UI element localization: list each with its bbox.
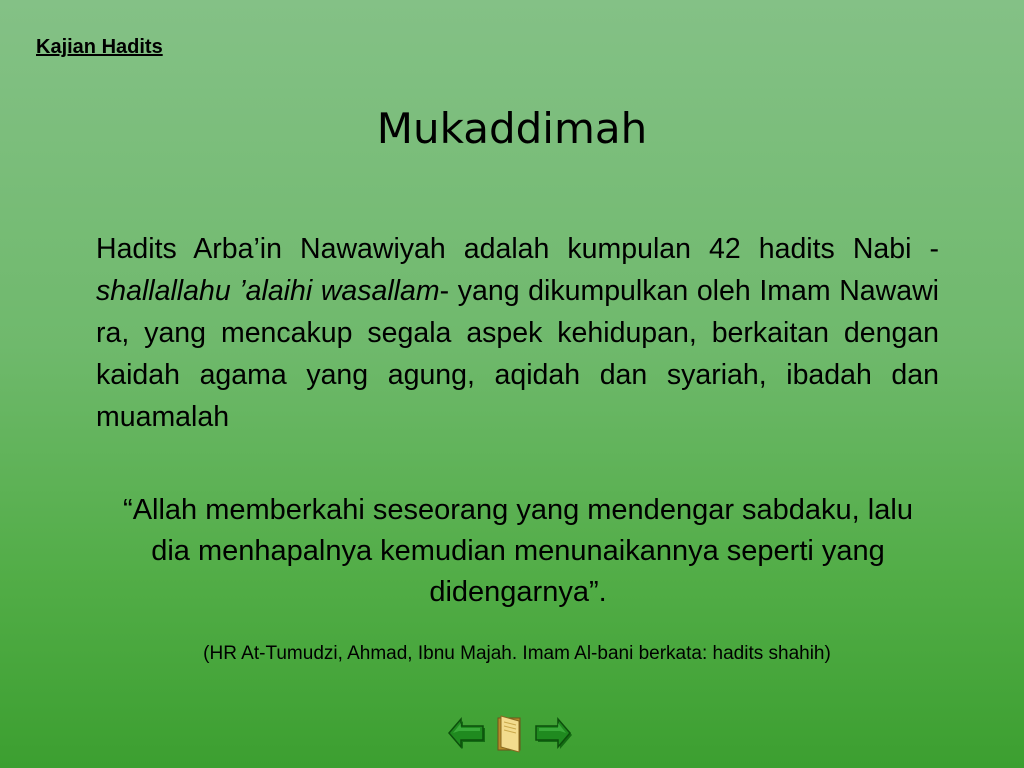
slide-title: Mukaddimah (376, 104, 648, 153)
paragraph-text-end: - yang dikumpulkan oleh Imam Nawawi ra, yang mencakup segala aspek kehidupan, berkaitan dengan kaidah agama yang agung, aqidah dan syariah, ibadah dan muamalah (96, 275, 939, 433)
arrow-left-icon (445, 712, 487, 754)
previous-slide-button[interactable] (445, 712, 487, 754)
hadith-source: (HR At-Tumudzi, Ahmad, Ibnu Majah. Imam Al-bani berkata: hadits shahih) (203, 643, 831, 664)
arrow-right-icon (532, 712, 574, 754)
paragraph-text-start: Hadits Arba’in Nawawiyah adalah kumpulan 42 hadits Nabi - (96, 233, 939, 265)
folder-icon (495, 712, 525, 754)
home-button[interactable] (495, 712, 525, 754)
next-slide-button[interactable] (532, 712, 574, 754)
intro-paragraph (96, 228, 939, 438)
kajian-hadits-link[interactable]: Kajian Hadits (36, 36, 163, 58)
hadith-quote: “Allah memberkahi seseorang yang mendengar sabdaku, lalu dia menhapalnya kemudian menunaikannya seperti yang didengarnya”. (123, 494, 913, 608)
paragraph-italic-phrase: shallallahu ’alaihi wasallam (96, 275, 440, 307)
